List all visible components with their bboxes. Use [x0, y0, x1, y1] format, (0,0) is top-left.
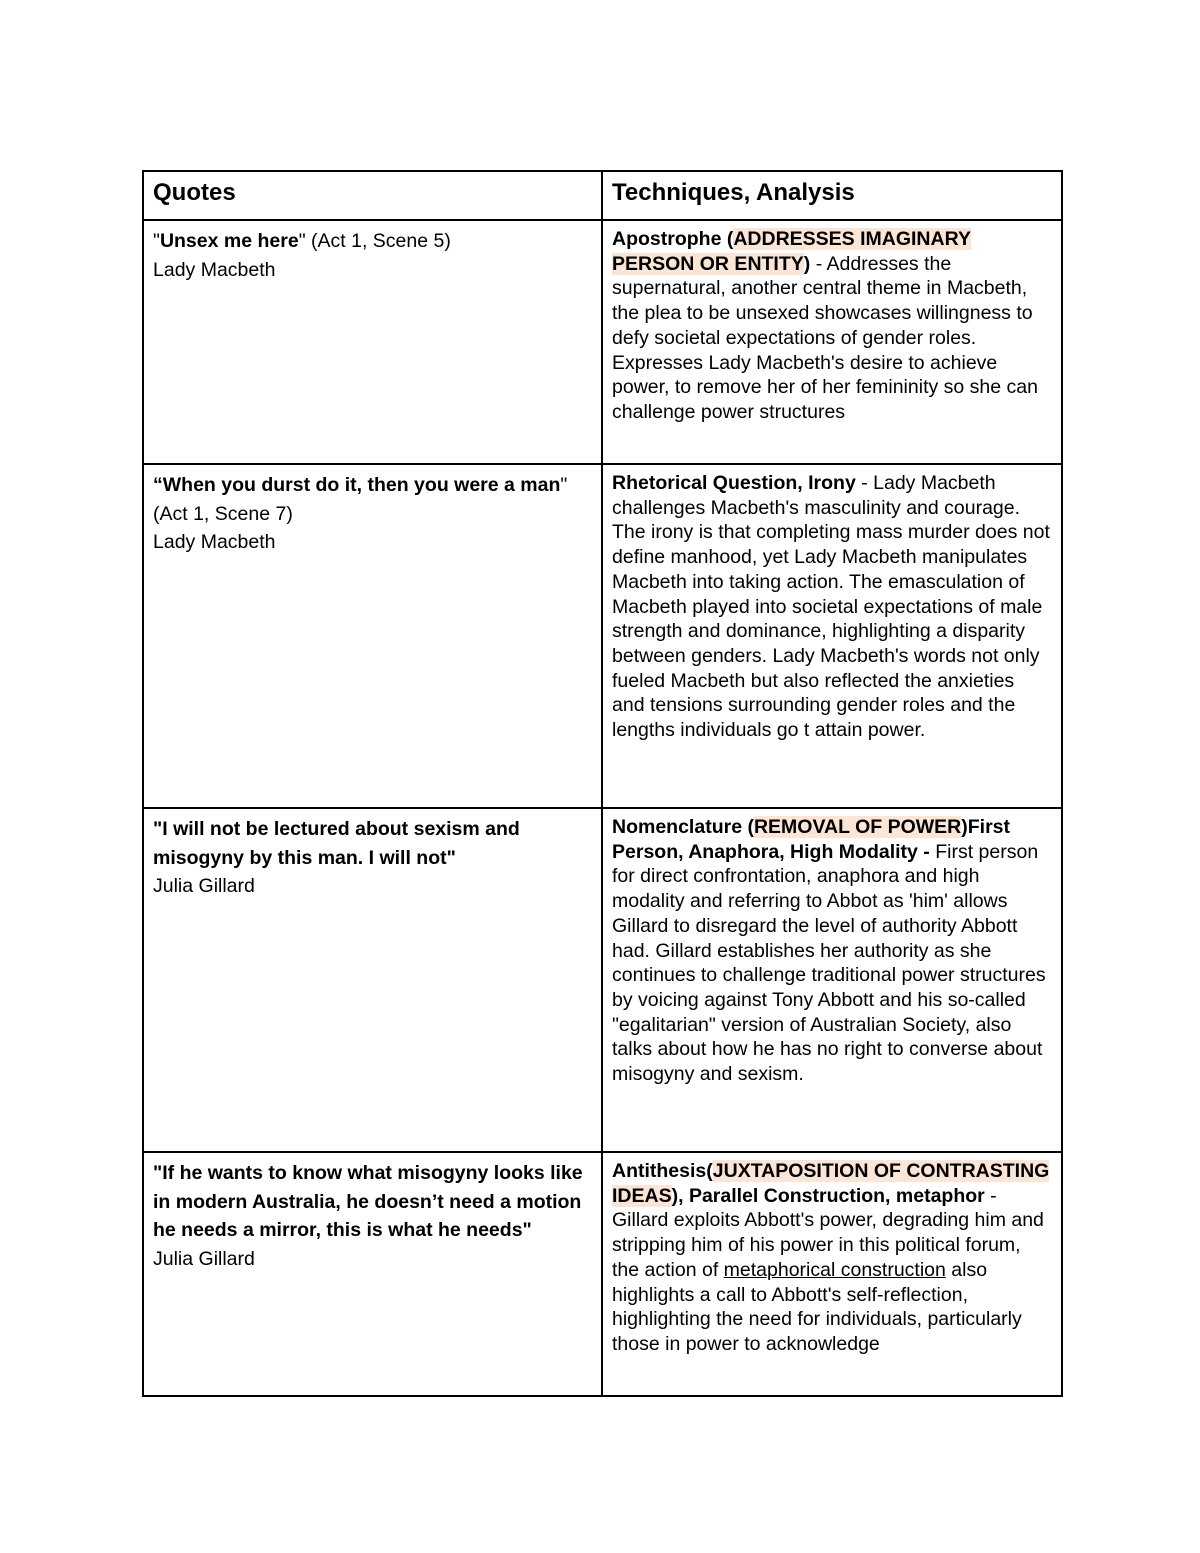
analysis-text: - Gillard exploits Abbott's power, degrading him and stripping him of his power in this political forum, the action of — [612, 1184, 1044, 1281]
analysis-text: - Addresses the supernatural, another central theme in Macbeth, the plea to be unsexed showcases willingness to defy societal expectations of gender roles. Expresses Lady Macbeth's desire to achieve power, to remove her of her femininity so she can challenge power structures — [612, 252, 1038, 423]
quote-cell — [143, 220, 602, 464]
technique-label-end: )First Person, Anaphora, High Modality - — [612, 816, 1010, 863]
quotes-analysis-table — [142, 170, 1063, 1397]
technique-highlight: REMOVAL OF POWER — [753, 816, 962, 838]
analysis-text: - Lady Macbeth challenges Macbeth's masculinity and courage. The irony is that completing mass murder does not define manhood, yet Lady Macbeth manipulates Macbeth into taking action. The emasculation of Macbeth played into societal expectations of male strength and dominance, highlighting a disparity between genders. Lady Macbeth's words not only fueled Macbeth but also reflected the anxieties and tensions surrounding gender roles and the lengths individuals go t attain power. — [612, 472, 1050, 742]
quote-cell — [143, 808, 602, 1152]
technique-highlight: JUXTAPOSITION OF CONTRASTING IDEAS — [612, 1160, 1050, 1207]
analysis-cell — [602, 464, 1062, 808]
quote-cell — [143, 464, 602, 808]
table-row — [143, 808, 1062, 1152]
quote-reference: " (Act 1, Scene 7) — [153, 474, 568, 525]
technique-highlight: ADDRESSES IMAGINARY PERSON OR ENTITY — [612, 228, 971, 275]
table-header-row — [143, 171, 1062, 220]
quote-speaker: Julia Gillard — [153, 1247, 255, 1270]
analysis-text-continued: also highlights a call to Abbott's self-reflection, highlighting the need for individuals, particularly those in power to acknowledge — [612, 1258, 1022, 1355]
header-techniques-analysis: Techniques, Analysis — [602, 171, 1062, 220]
underlined-phrase: metaphorical construction — [723, 1258, 946, 1281]
table-row — [143, 220, 1062, 464]
technique-label-end: ), Parallel Construction, metaphor — [671, 1184, 985, 1207]
analysis-cell — [602, 1152, 1062, 1396]
quote-speaker: Lady Macbeth — [153, 258, 276, 281]
analysis-cell — [602, 220, 1062, 464]
technique-label: Apostrophe ( — [612, 228, 734, 250]
table-row — [143, 1152, 1062, 1396]
header-quotes: Quotes — [143, 171, 602, 220]
quote-text: Unsex me here — [159, 230, 299, 252]
technique-label: Antithesis( — [612, 1160, 713, 1182]
quote-cell — [143, 1152, 602, 1396]
technique-label-end: ) — [803, 252, 811, 275]
technique-label: Rhetorical Question, Irony — [612, 472, 856, 494]
quote-text: "If he wants to know what misogyny looks like in modern Australia, he doesn’t need a motion he needs a mirror, this is what he needs" — [153, 1162, 583, 1241]
quote-open: " — [153, 230, 160, 252]
analysis-cell — [602, 808, 1062, 1152]
quote-speaker: Lady Macbeth — [153, 531, 276, 553]
quote-text: "I will not be lectured about sexism and misogyny by this man. I will not" — [153, 818, 520, 869]
technique-label: Nomenclature ( — [612, 816, 754, 838]
quote-speaker: Julia Gillard — [153, 875, 255, 897]
quote-reference: " (Act 1, Scene 5) — [298, 230, 451, 252]
table-row — [143, 464, 1062, 808]
quote-text: “When you durst do it, then you were a man — [153, 474, 561, 496]
analysis-text: First person for direct confrontation, anaphora and high modality and referring to Abbot as 'him' allows Gillard to disregard the level of authority Abbott had. Gillard establishes her authority as she continues to challenge traditional power structures by voicing against Tony Abbott and his so-called "egalitarian" version of Australian Society, also talks about how he has no right to converse about misogyny and sexism. — [612, 840, 1046, 1086]
